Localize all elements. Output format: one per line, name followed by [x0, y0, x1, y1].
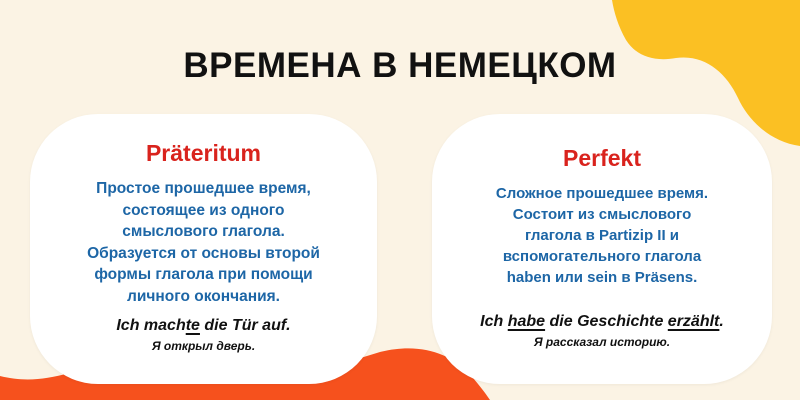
description-line: haben или sein в Präsens. [506, 269, 698, 286]
example-text: die Geschichte [545, 313, 668, 330]
card-description-prateritum [40, 178, 367, 308]
card-description-perfekt [442, 183, 762, 288]
description-line: Сложное прошедшее время. [495, 185, 709, 202]
example-sentence-perfekt [432, 313, 772, 331]
description-line: состоящее из одного [122, 201, 285, 219]
card-title-prateritum: Präteritum [145, 140, 262, 166]
example-translation-perfekt: Я рассказал историю. [533, 335, 671, 349]
description-line: личного окончания. [127, 287, 280, 305]
description-line: Состоит из смыслового [512, 206, 692, 223]
example-translation-prateritum: Я открыл дверь. [151, 339, 256, 353]
example-sentence-prateritum [30, 317, 377, 335]
example-auxiliary-underlined: habe [507, 313, 546, 330]
example-text: die Tür auf. [199, 317, 291, 334]
description-line: Образуется от основы второй [87, 244, 320, 262]
card-prateritum [30, 114, 377, 384]
example-participle-underlined: erzählt [667, 313, 720, 330]
description-line: глагола в Partizip II и [524, 227, 680, 244]
description-line: смыслового глагола. [122, 223, 285, 241]
card-title-perfekt: Perfekt [563, 145, 641, 171]
example-text: . [719, 313, 724, 330]
example-text: Ich mach [116, 317, 186, 334]
description-line: Простое прошедшее время, [96, 180, 311, 197]
example-ending-underlined: te [185, 317, 200, 334]
example-text: Ich [480, 313, 508, 330]
description-line: формы глагола при помощи [94, 266, 313, 284]
card-perfekt [432, 114, 772, 384]
page-title: ВРЕМЕНА В НЕМЕЦКОМ [183, 46, 617, 85]
description-line: вспомогательного глагола [502, 248, 702, 265]
